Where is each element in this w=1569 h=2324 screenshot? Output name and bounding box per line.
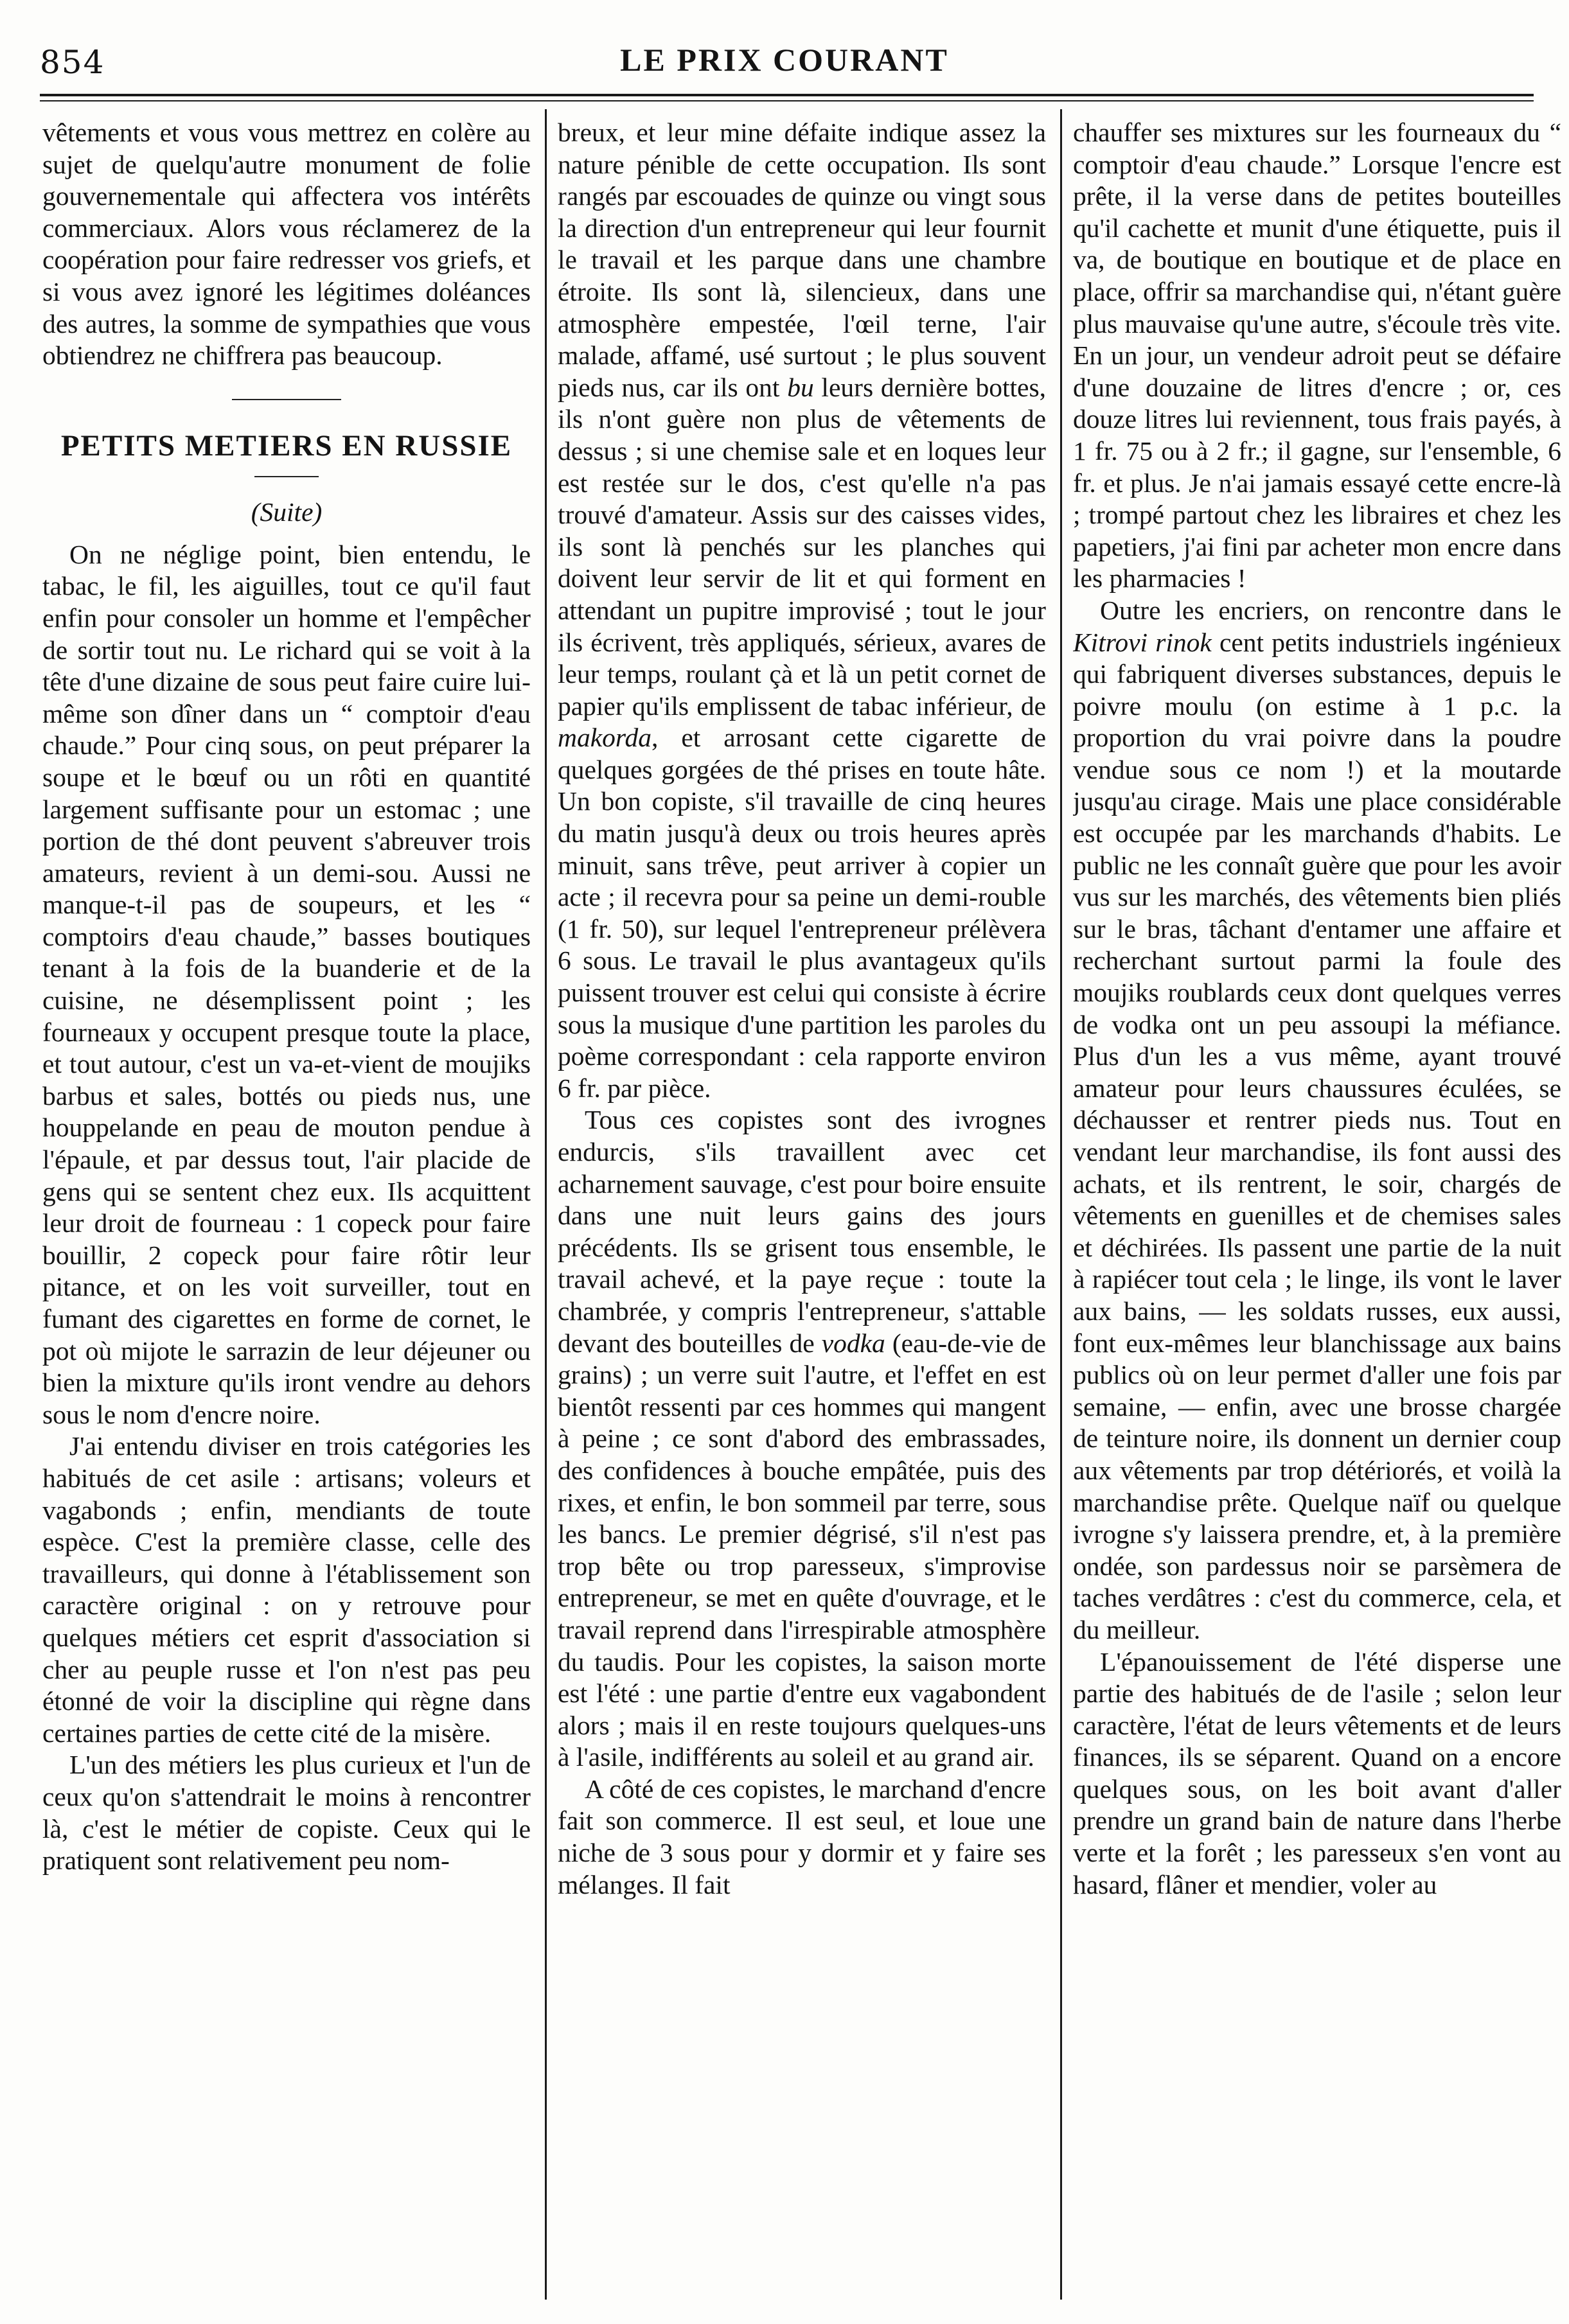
paragraph: J'ai entendu diviser en trois catégories les habitués de cet asile : artisans; voleurs et vagabonds ; enfin, mendiants de toute espèce. C'est la première classe, celle des travailleurs, qui donne à l'établissement son caractère original : on y retrouve pour quelques métiers cet esprit d'association si cher au peuple russe et l'on n'est pas peu étonné de voir la discipline qui règne dans certaines parties de cette cité de la misère. xyxy=(42,1431,531,1748)
header-rule xyxy=(40,94,1534,96)
paragraph: vêtements et vous vous mettrez en colère au sujet de quelqu'autre monument de folie gouvernementale qui affectera vos intérêts commerciaux. Alors vous réclamerez de la coopération pour faire redresser vos griefs, et si vous avez ignoré les légitimes doléances des autres, la somme de sympathies que vous obtiendrez ne chiffrera pas beaucoup. xyxy=(42,118,531,371)
page-header xyxy=(0,0,1569,96)
page-number: 854 xyxy=(40,44,105,81)
italic-word: Kitrovi rinok xyxy=(1073,627,1212,657)
italic-word: vodka xyxy=(821,1328,885,1358)
header-rule-thin xyxy=(40,100,1534,101)
column-divider xyxy=(1060,109,1062,2300)
separator-ornament xyxy=(42,372,531,423)
paragraph: On ne néglige point, bien entendu, le tabac, le fil, les aiguilles, tout ce qu'il faut enfin pour consoler un homme et l'empêcher de sortir tout nu. Le richard qui se voit à la tête d'une dizaine de sous peut faire cuire lui-même son dîner dans un “ comptoir d'eau chaude.” Pour cinq sous, on peut préparer la soupe et le bœuf ou un rôti en quantité largement suffisante pour un estomac ; une portion de thé dont peuvent s'abreuver trois amateurs, revient à un demi-sou. Aussi ne manque-t-il pas de soupeurs, et les “ comptoirs d'eau chaude,” basses boutiques tenant à la fois de la buanderie et de la cuisine, ne désemplissent point ; les fourneaux y occupent presque toute la place, et tout autour, c'est un va-et-vient de moujiks barbus et sales, bottés ou pieds nus, une houppelande en peau de mouton pendue à l'épaule, et par dessus tout, l'air placide de gens qui se sentent chez eux. Ils acquittent leur droit de fourneau : 1 copeck pour faire bouillir, 2 copeck pour faire rôtir leur pitance, et on les voit surveiller, tout en fumant des cigarettes en forme de cornet, le pot où mijote le sarrazin de leur déjeuner ou bien la mixture qu'ils iront vendre au dehors sous le nom d'encre noire. xyxy=(42,539,531,1429)
column-1 xyxy=(42,117,531,2307)
heading-rule xyxy=(254,476,319,477)
article-heading: PETITS METIERS EN RUSSIE xyxy=(60,428,513,462)
column-divider xyxy=(545,109,547,2300)
paragraph: A côté de ces copistes, le marchand d'encre fait son commerce. Il est seul, et loue une niche de 3 sous pour y dormir et y faire ses mélanges. Il fait xyxy=(558,1774,1046,1899)
running-title: LE PRIX COURANT xyxy=(620,42,949,78)
paragraph: L'un des métiers les plus curieux et l'un de ceux qu'on s'attendrait le moins à rencontrer là, c'est le métier de copiste. Ceux qui le pratiquent sont relativement peu nom- xyxy=(42,1750,531,1876)
article-subheading: (Suite) xyxy=(251,497,323,527)
paragraph: breux, et leur mine défaite indique assez la nature pénible de cette occupation. Ils sont rangés par escouades de quinze ou vingt sous la direction d'un entrepreneur qui leur fournit le travail et les parque dans une chambre étroite. Ils sont là, silencieux, dans une atmosphère empestée, l'œil terne, l'air malade, affamé, usé surtout ; le plus souvent pieds nus, car ils ont bu leurs dernière bottes, ils n'ont guère non plus de vêtements de dessus ; si une chemise sale et en loques leur est restée sur le dos, c'est qu'elle n'a pas trouvé d'amateur. Assis sur des caisses vides, ils sont là penchés sur les planches qui doivent leur servir de lit et qui forment en attendant un pupitre improvisé ; tout le jour ils écrivent, très appliqués, sérieux, avares de leur temps, roulant çà et là un petit cornet de papier qu'ils emplissent de tabac inférieur, de makorda, et arrosant cette cigarette de quelques gorgées de thé prises en toute hâte. Un bon copiste, s'il travaille de cinq heures du matin jusqu'à deux ou trois heures après minuit, sans trêve, peut arriver à copier un acte ; il recevra pour sa peine un demi-rouble (1 fr. 50), sur lequel l'entrepreneur prélèvera 6 sous. Le travail le plus avantageux qu'ils puissent trouver est celui qui consiste à écrire sous la musique d'une partition les paroles du poème correspondant : cela rapporte environ 6 fr. par pièce. xyxy=(558,118,1046,1103)
column-3 xyxy=(1073,117,1561,2307)
italic-word: bu xyxy=(787,372,814,402)
paragraph: L'épanouissement de l'été disperse une partie des habitués de de l'asile ; selon leur caractère, l'état de leurs vêtements et de leurs finances, ils se séparent. Quand on a encore quelques sous, on les boit avant d'aller prendre un grand bain de nature dans l'herbe verte et la forêt ; les paresseux s'en vont au hasard, flâner et mendier, voler au xyxy=(1073,1646,1561,1899)
column-2 xyxy=(558,117,1046,2307)
paragraph: chauffer ses mixtures sur les fourneaux du “ comptoir d'eau chaude.” Lorsque l'encre est prête, il la verse dans de petites bouteilles qu'il cachette et munit d'une étiquette, puis il va, de boutique en boutique et de place en place, offrir sa marchandise qui, n'étant guère plus mauvaise qu'une autre, s'écoule très vite. En un jour, un vendeur adroit peut se défaire d'une douzaine de litres d'encre ; or, ces douze litres lui reviennent, tous frais payés, à 1 fr. 75 ou à 2 fr.; il gagne, sur l'ensemble, 6 fr. et plus. Je n'ai jamais essayé cette encre-là ; trompé partout chez les libraires et chez les papetiers, j'ai fini par acheter mon encre dans les pharmacies ! xyxy=(1073,118,1561,594)
paragraph: Tous ces copistes sont des ivrognes endurcis, s'ils travaillent avec cet acharnement sauvage, c'est pour boire ensuite dans une nuit leurs gains des jours précédents. Ils se grisent tous ensemble, le travail achevé, et la paye reçue : toute la chambrée, y compris l'entrepreneur, s'attable devant des bouteilles de vodka (eau-de-vie de grains) ; un verre suit l'autre, et l'effet en est bientôt ressenti par ces hommes qui mangent à peine ; ce sont d'abord des embrassades, des confidences à bouche empâtée, puis des rixes, et enfin, le bon sommeil par terre, sous les bancs. Le premier dégrisé, s'il n'est pas trop bête ou trop paresseux, s'improvise entrepreneur, se met en quête d'ouvrage, et le travail reprend dans l'irrespirable atmosphère du taudis. Pour les copistes, la saison morte est l'été : une partie d'entre eux vagabondent alors ; mais il en reste toujours quelques-uns à l'asile, indifférents au soleil et au grand air. xyxy=(558,1105,1046,1772)
paragraph: Outre les encriers, on rencontre dans le Kitrovi rinok cent petits industriels ingénieux qui fabriquent diverses substances, depuis le poivre moulu (on estime à 1 p.c. la proportion du vrai poivre dans la poudre vendue sous ce nom !) et la moutarde jusqu'au cirage. Mais une place considérable est occupée par les marchands d'habits. Le public ne les connaît guère que pour les avoir vus sur les marchés, des vêtements bien pliés sur le bras, tâchant d'entamer une affaire et recherchant surtout parmi la foule des moujiks roublards ceux dont quelques verres de vodka ont un peu assoupi la méfiance. Plus d'un les a vus même, ayant trouvé amateur pour leurs chaussures éculées, se déchausser et rentrer pieds nus. Tout en vendant leur marchandise, ils font aussi des achats, et ils rentrent, le soir, chargés de vêtements en guenilles et de chemises sales et déchirées. Ils passent une partie de la nuit à rapiécer tout cela ; le linge, ils vont le laver aux bains, — les soldats russes, eux aussi, font eux-mêmes leur blanchissage aux bains publics où on leur permet d'aller une fois par semaine, — enfin, avec une brosse chargée de teinture noire, ils donnent un dernier coup aux vêtements par trop détériorés, et voilà la marchandise prête. Quelque naïf ou quelque ivrogne s'y laissera prendre, et, à la première ondée, son pardessus noir se parsèmera de taches verdâtres : c'est du commerce, cela, et du meilleur. xyxy=(1073,595,1561,1644)
italic-word: makorda xyxy=(558,723,652,753)
